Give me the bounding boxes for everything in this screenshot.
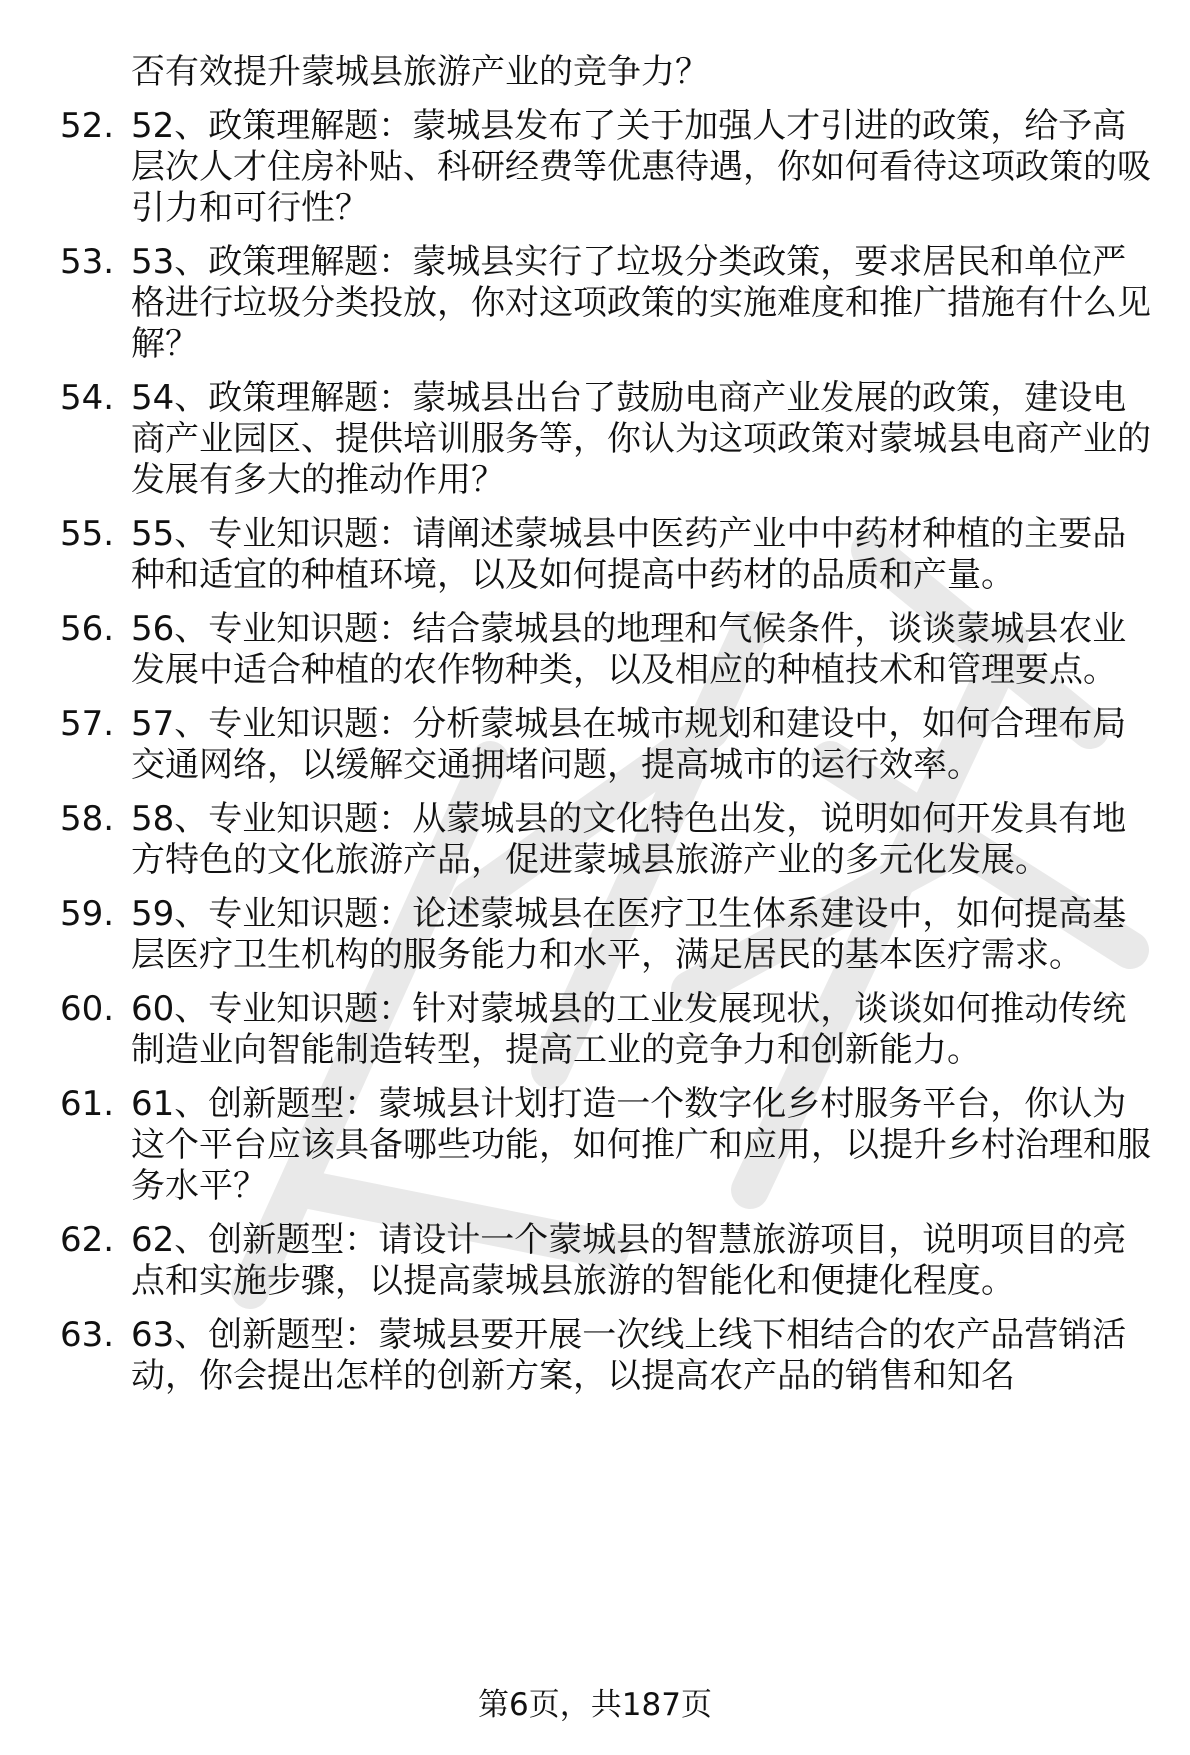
question-item-58: [60, 799, 1160, 881]
question-text: 57、专业知识题：分析蒙城县在城市规划和建设中，如何合理布局交通网络，以缓解交通拥堵问题，提高城市的运行效率。: [131, 704, 1127, 785]
question-text: 55、专业知识题：请阐述蒙城县中医药产业中中药材种植的主要品种和适宜的种植环境，以及如何提高中药材的品质和产量。: [131, 514, 1127, 595]
question-text: 52、政策理解题：蒙城县发布了关于加强人才引进的政策，给予高层次人才住房补贴、科研经费等优惠待遇，你如何看待这项政策的吸引力和可行性？: [131, 106, 1151, 228]
item-number: 60.: [60, 989, 115, 1029]
question-item-59: [60, 894, 1160, 976]
question-item-53: [60, 242, 1160, 365]
page-footer: 第6页，共187页: [478, 1687, 712, 1723]
item-number: 58.: [60, 799, 115, 839]
item-number: 56.: [60, 609, 115, 649]
question-list: [60, 52, 1160, 1410]
question-item-61: [60, 1084, 1160, 1207]
question-text: 61、创新题型：蒙城县计划打造一个数字化乡村服务平台，你认为这个平台应该具备哪些功能，如何推广和应用，以提升乡村治理和服务水平？: [131, 1084, 1151, 1206]
question-item-52: [60, 106, 1160, 229]
question-item-60: [60, 989, 1160, 1071]
item-number: 52.: [60, 106, 115, 146]
continued-text: 否有效提升蒙城县旅游产业的竞争力？: [131, 52, 709, 92]
item-number: 57.: [60, 704, 115, 744]
item-number: 63.: [60, 1315, 115, 1355]
question-text: 62、创新题型：请设计一个蒙城县的智慧旅游项目，说明项目的亮点和实施步骤，以提高蒙城县旅游的智能化和便捷化程度。: [131, 1220, 1127, 1301]
question-text: 63、创新题型：蒙城县要开展一次线上线下相结合的农产品营销活动，你会提出怎样的创新方案，以提高农产品的销售和知名: [131, 1315, 1127, 1396]
item-number: 54.: [60, 378, 115, 418]
question-item-55: [60, 514, 1160, 596]
question-text: 59、专业知识题：论述蒙城县在医疗卫生体系建设中，如何提高基层医疗卫生机构的服务能力和水平，满足居民的基本医疗需求。: [131, 894, 1127, 975]
question-item-54: [60, 378, 1160, 501]
item-number: 62.: [60, 1220, 115, 1260]
question-text: 58、专业知识题：从蒙城县的文化特色出发，说明如何开发具有地方特色的文化旅游产品，促进蒙城县旅游产业的多元化发展。: [131, 799, 1127, 880]
item-number: 55.: [60, 514, 115, 554]
question-text: 54、政策理解题：蒙城县出台了鼓励电商产业发展的政策，建设电商产业园区、提供培训服务等，你认为这项政策对蒙城县电商产业的发展有多大的推动作用？: [131, 378, 1151, 500]
item-number: 59.: [60, 894, 115, 934]
item-number: 61.: [60, 1084, 115, 1124]
question-item-63: [60, 1315, 1160, 1397]
question-item-56: [60, 609, 1160, 691]
question-text: 53、政策理解题：蒙城县实行了垃圾分类政策，要求居民和单位严格进行垃圾分类投放，你对这项政策的实施难度和推广措施有什么见解？: [131, 242, 1151, 364]
question-text: 60、专业知识题：针对蒙城县的工业发展现状，谈谈如何推动传统制造业向智能制造转型，提高工业的竞争力和创新能力。: [131, 989, 1127, 1070]
question-item-57: [60, 704, 1160, 786]
question-text: 56、专业知识题：结合蒙城县的地理和气候条件，谈谈蒙城县农业发展中适合种植的农作物种类，以及相应的种植技术和管理要点。: [131, 609, 1127, 690]
question-item-62: [60, 1220, 1160, 1302]
item-number: 53.: [60, 242, 115, 282]
